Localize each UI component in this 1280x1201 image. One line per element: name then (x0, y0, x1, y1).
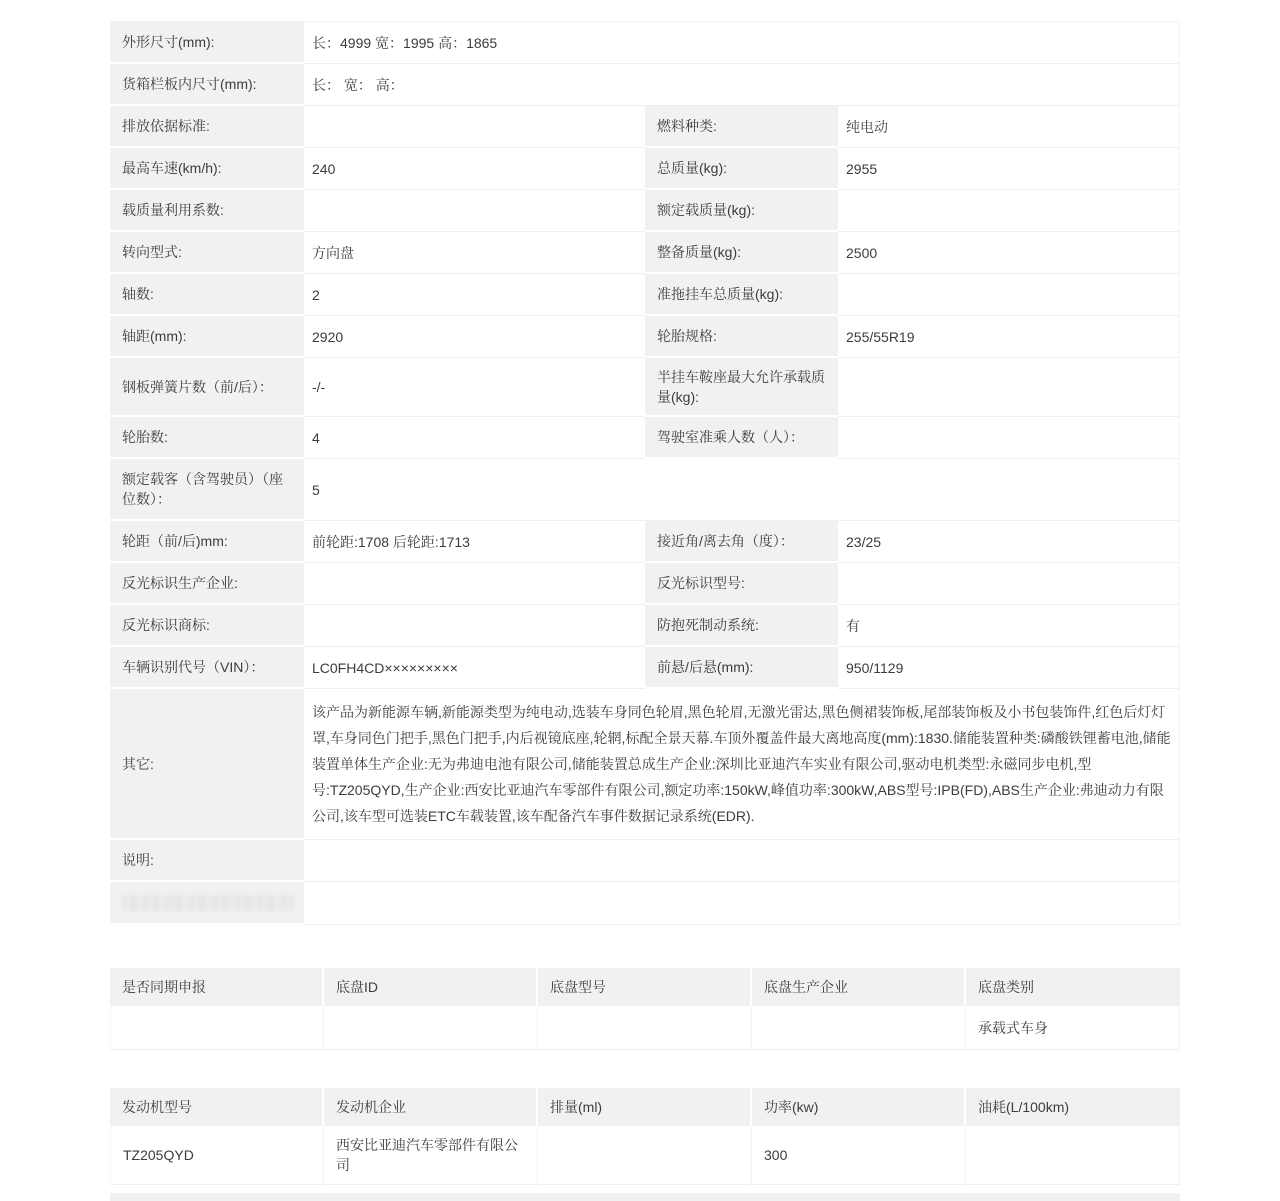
spec-row (110, 148, 1179, 190)
spec-label-cell (110, 882, 304, 925)
spec-label-cell: 半挂车鞍座最大允许承载质量(kg): (645, 358, 838, 417)
engine-header-row (110, 1088, 1180, 1126)
spec-value-cell: 2920 (304, 316, 645, 358)
spec-label-cell: 钢板弹簧片数（前/后）： (110, 358, 304, 417)
spec-label-cell: 车辆识别代号（VIN）： (110, 647, 304, 689)
spec-row (110, 64, 1179, 106)
spec-value-cell: 240 (304, 148, 645, 190)
chassis-data-cell (324, 1006, 538, 1050)
spec-row (110, 521, 1179, 563)
spec-value-cell: 该产品为新能源车辆,新能源类型为纯电动,选装车身同色轮眉,黑色轮眉,无激光雷达,黑色侧裙装饰板,尾部装饰板及小书包装饰件,红色后灯灯罩,车身同色门把手,黑色门把手,内后视镜底座,轮辋,标配全景天幕.车顶外覆盖件最大离地高度(mm):1830.储能装置种类:磷酸铁锂蓄电池,储能装置单体生产企业:无为弗迪电池有限公司,储能装置总成生产企业:深圳比亚迪汽车实业有限公司,驱动电机类型:永磁同步电机,型号:TZ205QYD,生产企业:西安比亚迪汽车零部件有限公司,额定功率:150kW,峰值功率:300kW,ABS型号:IPB(FD),ABS生产企业:弗迪动力有限公司,该车型可选装ETC车载装置,该车配备汽车事件数据记录系统(EDR). (304, 689, 1179, 840)
spec-row (110, 882, 1179, 925)
spec-row (110, 106, 1179, 148)
chassis-data-cell (538, 1006, 752, 1050)
chassis-header-row (110, 968, 1180, 1006)
spec-value-cell (838, 358, 1179, 417)
spec-row (110, 647, 1179, 689)
engine-header-cell: 发动机企业 (324, 1088, 538, 1126)
spec-row (110, 190, 1179, 232)
spec-label-cell: 防抱死制动系统: (645, 605, 838, 647)
spec-label-cell: 准拖挂车总质量(kg): (645, 274, 838, 316)
engine-header-cell: 发动机型号 (110, 1088, 324, 1126)
chassis-data-cell: 承载式车身 (966, 1006, 1180, 1050)
page-content (110, 21, 1180, 1185)
vehicle-spec-table (110, 21, 1180, 925)
engine-header-cell: 功率(kw) (752, 1088, 966, 1126)
next-table-header-strip (110, 1193, 1180, 1201)
spec-value-cell (304, 563, 645, 605)
spec-label-cell: 其它: (110, 689, 304, 840)
engine-data-cell: TZ205QYD (110, 1126, 324, 1185)
spec-label-cell: 整备质量(kg): (645, 232, 838, 274)
spec-label-cell: 接近角/离去角（度）： (645, 521, 838, 563)
spec-value-cell (304, 882, 1179, 925)
spec-label-cell: 轴距(mm): (110, 316, 304, 358)
spec-value-cell (838, 417, 1179, 459)
chassis-data-cell (110, 1006, 324, 1050)
spec-label-cell: 说明: (110, 840, 304, 882)
spec-row (110, 274, 1179, 316)
spec-value-cell (838, 190, 1179, 232)
engine-header-cell: 油耗(L/100km) (966, 1088, 1180, 1126)
spec-row (110, 563, 1179, 605)
chassis-header-cell: 底盘型号 (538, 968, 752, 1006)
spec-label-cell: 额定载客（含驾驶员）（座位数）： (110, 459, 304, 521)
spec-value-cell: 前轮距:1708 后轮距:1713 (304, 521, 645, 563)
spec-value-cell: -/- (304, 358, 645, 417)
spec-value-cell: 2955 (838, 148, 1179, 190)
chassis-header-cell: 底盘ID (324, 968, 538, 1006)
spec-label-cell: 转向型式: (110, 232, 304, 274)
spec-label-cell: 反光标识生产企业: (110, 563, 304, 605)
spec-label-cell: 驾驶室准乘人数（人）： (645, 417, 838, 459)
chassis-data-cell (752, 1006, 966, 1050)
engine-table (110, 1088, 1180, 1185)
chassis-header-cell: 底盘类别 (966, 968, 1180, 1006)
spec-value-cell (304, 605, 645, 647)
chassis-table (110, 968, 1180, 1050)
engine-data-cell (966, 1126, 1180, 1185)
spec-label-cell: 反光标识商标: (110, 605, 304, 647)
spec-value-cell: 5 (304, 459, 1179, 521)
spec-row (110, 316, 1179, 358)
spec-label-cell: 总质量(kg): (645, 148, 838, 190)
spec-row (110, 840, 1179, 882)
spec-label-cell: 最高车速(km/h): (110, 148, 304, 190)
spec-label-cell: 轴数: (110, 274, 304, 316)
spec-value-cell: 长： 宽： 高： (304, 64, 1179, 106)
spec-row (110, 232, 1179, 274)
spec-row (110, 605, 1179, 647)
spec-label-cell: 外形尺寸(mm): (110, 22, 304, 64)
engine-data-cell (538, 1126, 752, 1185)
illegible-watermark-text (122, 895, 294, 911)
spec-value-cell (838, 563, 1179, 605)
chassis-data-row (110, 1006, 1180, 1050)
spec-label-cell: 前悬/后悬(mm): (645, 647, 838, 689)
chassis-header-cell: 底盘生产企业 (752, 968, 966, 1006)
spec-label-cell: 额定载质量(kg): (645, 190, 838, 232)
spec-value-cell: 255/55R19 (838, 316, 1179, 358)
spec-label-cell: 轮胎规格: (645, 316, 838, 358)
spec-value-cell: 4 (304, 417, 645, 459)
spec-row (110, 22, 1179, 64)
spec-label-cell: 燃料种类: (645, 106, 838, 148)
spec-value-cell: 纯电动 (838, 106, 1179, 148)
engine-data-row (110, 1126, 1180, 1185)
spec-row (110, 459, 1179, 521)
spec-label-cell: 载质量利用系数: (110, 190, 304, 232)
spec-label-cell: 排放依据标准: (110, 106, 304, 148)
spec-value-cell (838, 274, 1179, 316)
engine-header-cell: 排量(ml) (538, 1088, 752, 1126)
chassis-header-cell: 是否同期申报 (110, 968, 324, 1006)
spec-value-cell (304, 106, 645, 148)
spec-value-cell: 2500 (838, 232, 1179, 274)
spec-value-cell (304, 190, 645, 232)
spec-label-cell: 货箱栏板内尺寸(mm): (110, 64, 304, 106)
engine-data-cell: 300 (752, 1126, 966, 1185)
spec-value-cell: 有 (838, 605, 1179, 647)
spec-value-cell: 长：4999 宽：1995 高：1865 (304, 22, 1179, 64)
spec-label-cell: 轮距（前/后)mm: (110, 521, 304, 563)
spec-label-cell: 反光标识型号: (645, 563, 838, 605)
spec-value-cell: 2 (304, 274, 645, 316)
spec-row (110, 358, 1179, 417)
spec-row (110, 417, 1179, 459)
spec-value-cell: 950/1129 (838, 647, 1179, 689)
spec-value-cell (304, 840, 1179, 882)
spec-row (110, 689, 1179, 840)
spec-value-cell: 23/25 (838, 521, 1179, 563)
spec-label-cell: 轮胎数: (110, 417, 304, 459)
engine-data-cell: 西安比亚迪汽车零部件有限公司 (324, 1126, 538, 1185)
spec-value-cell: LC0FH4CD××××××××× (304, 647, 645, 689)
spec-value-cell: 方向盘 (304, 232, 645, 274)
